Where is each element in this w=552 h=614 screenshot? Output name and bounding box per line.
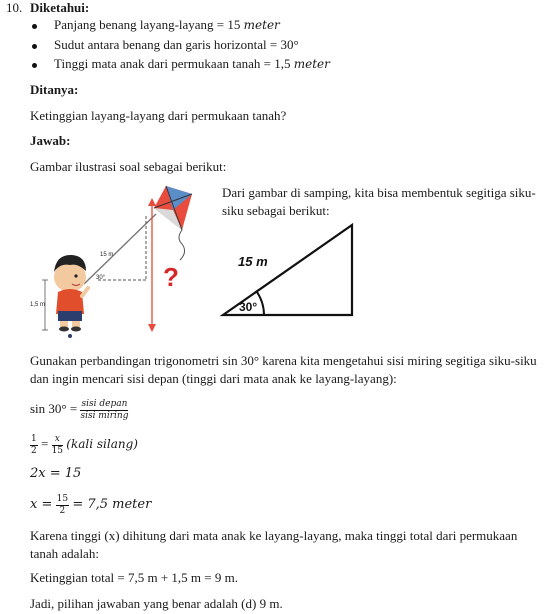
asked-heading: Ditanya: <box>30 82 79 97</box>
answer-heading: Jawab: <box>30 133 71 148</box>
conclusion: Jadi, pilihan jawaban yang benar adalah (d) 9 m. <box>30 596 283 611</box>
asked-text: Ketinggian layang-layang dari permukaan tanah? <box>30 108 287 123</box>
equation-2x: 2x = 15 <box>30 466 82 481</box>
question-mark: ? <box>163 262 179 292</box>
eq-note: (kali silang) <box>66 437 138 451</box>
side-text: Dari gambar di samping, kita bisa membentuk segitiga siku-siku sebagai berikut: <box>222 185 536 218</box>
denominator: 15 <box>51 445 64 456</box>
known-item-unit: meter <box>293 57 330 71</box>
question-number: 10. <box>6 0 23 15</box>
equation-cross <box>30 432 138 456</box>
known-item-text: Panjang benang layang-layang = 15 <box>54 17 244 32</box>
fraction <box>56 495 69 516</box>
illustration-intro: Gambar ilustrasi soal sebagai berikut: <box>30 159 227 174</box>
hypotenuse-label: 15 m <box>238 254 268 269</box>
known-item-2: Sudut antara benang dan garis horizontal = 30° <box>54 37 299 52</box>
fraction <box>52 435 63 456</box>
equation-x <box>30 492 151 517</box>
total-height-note: Karena tinggi (x) dihitung dari mata anak ke layang-layang, maka tinggi total dari permukaan tanah adalah: <box>30 528 518 561</box>
known-item-1 <box>54 17 280 33</box>
numerator: sisi depan <box>81 398 128 409</box>
eq-lhs: x = <box>30 497 53 512</box>
bullet <box>32 63 37 68</box>
bullet <box>32 44 37 49</box>
kite-illustration <box>28 180 220 340</box>
eye-height-label: 1,5 m <box>30 302 46 308</box>
known-item-3 <box>54 56 330 72</box>
eq-sign: = <box>40 436 49 451</box>
fraction <box>80 400 128 421</box>
denominator: sisi miring <box>80 410 129 421</box>
equation-sin <box>30 397 128 421</box>
numerator: x <box>52 435 63 446</box>
numerator: 1 <box>31 433 37 444</box>
known-heading: Diketahui: <box>30 0 90 15</box>
solution-explanation: Gunakan perbandingan trigonometri sin 30° karena kita mengetahui sisi miring segitiga siku-siku dan ingin mencari sisi depan (tinggi dari mata anak ke layang-layang): <box>30 353 537 386</box>
kite-string <box>84 214 156 284</box>
known-item-text: Tinggi mata anak dari permukaan tanah = 1,5 <box>54 56 294 71</box>
right-triangle <box>218 222 358 320</box>
total-height: Ketinggian total = 7,5 m + 1,5 m = 9 m. <box>30 570 238 585</box>
boy-figure <box>54 255 88 338</box>
numerator: 15 <box>56 493 69 504</box>
denominator: 2 <box>31 445 37 456</box>
known-item-unit: meter <box>243 18 280 32</box>
string-length-label: 15 m <box>100 252 114 258</box>
eq-lhs: sin 30° = <box>30 401 78 416</box>
angle-label: 30° <box>96 275 106 281</box>
denominator: 2 <box>59 505 66 516</box>
eq-rhs: = 7,5 meter <box>72 497 152 512</box>
bullet <box>32 24 37 29</box>
triangle-angle-label: 30° <box>239 300 258 314</box>
angle-arc <box>257 292 264 315</box>
fraction <box>30 435 38 456</box>
